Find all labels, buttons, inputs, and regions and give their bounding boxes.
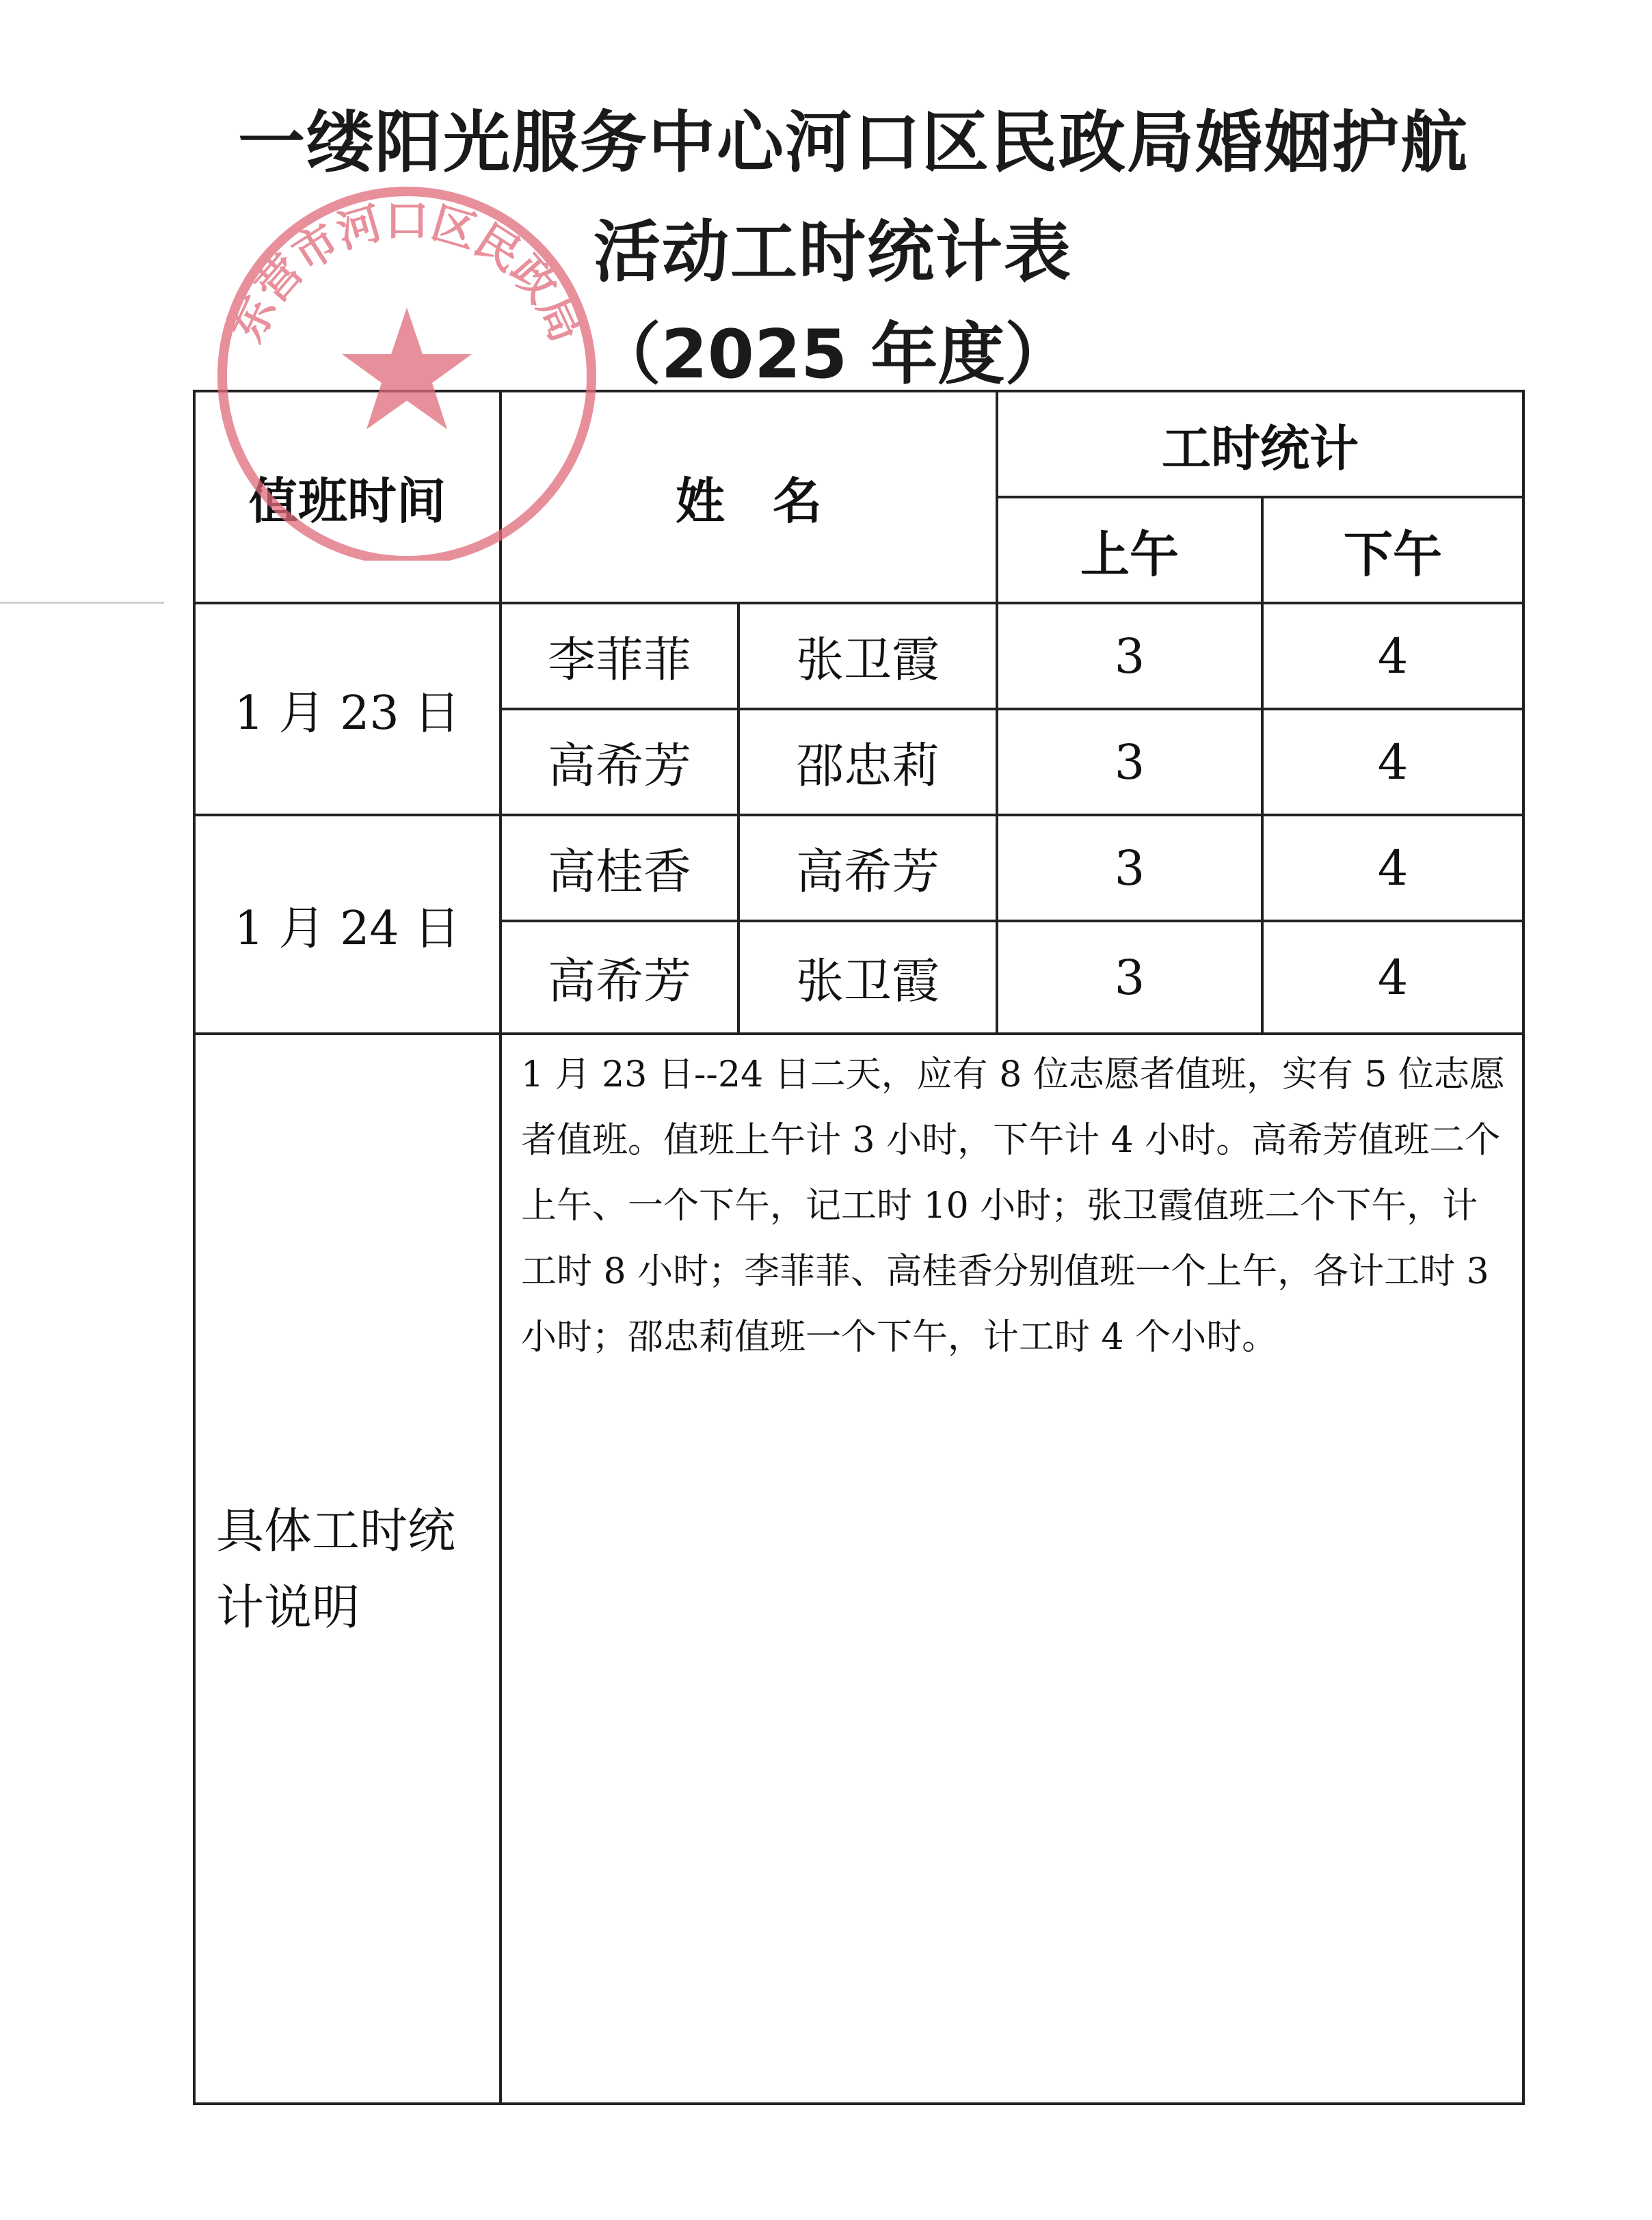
volunteer-name: 高希芳 [501, 709, 738, 815]
header-hours-stats: 工时统计 [997, 391, 1523, 497]
afternoon-hours: 4 [1262, 709, 1523, 815]
work-hours-table [193, 390, 1525, 2105]
seal-star-icon [342, 308, 472, 429]
official-seal-stamp [205, 164, 602, 561]
header-morning: 上午 [997, 497, 1262, 603]
document-title-year: （2025 年度） [594, 316, 1072, 394]
duty-date: 1 月 23 日 [194, 603, 501, 815]
header-name: 姓名 [501, 391, 997, 603]
volunteer-name: 高希芳 [501, 921, 738, 1034]
morning-hours: 3 [997, 815, 1262, 921]
volunteer-name: 高桂香 [501, 815, 738, 921]
afternoon-hours: 4 [1262, 815, 1523, 921]
table-row [194, 603, 1523, 709]
afternoon-hours: 4 [1262, 921, 1523, 1034]
notes-row [194, 1034, 1523, 2104]
duty-date: 1 月 24 日 [194, 815, 501, 1034]
volunteer-name: 高希芳 [738, 815, 997, 921]
morning-hours: 3 [997, 709, 1262, 815]
notes-text: 1 月 23 日--24 日二天，应有 8 位志愿者值班，实有 5 位志愿者值班。值班上午计 3 小时，下午计 4 小时。高希芳值班二个上午、一个下午，记工时 10 小时；张卫霞值班二个下午，计工时 8 小时；李菲菲、高桂香分别值班一个上午，各计工时 3 小时；邵忠莉值班一个下午，计工时 4 个小时。 [501, 1034, 1523, 2104]
document-title-line1: 一缕阳光服务中心河口区民政局婚姻护航 [237, 104, 1469, 182]
header-duty-time: 值班时间 [194, 391, 501, 603]
notes-label: 具体工时统 计说明 [194, 1034, 501, 2104]
morning-hours: 3 [997, 921, 1262, 1034]
afternoon-hours: 4 [1262, 603, 1523, 709]
header-afternoon: 下午 [1262, 497, 1523, 603]
volunteer-name: 邵忠莉 [738, 709, 997, 815]
seal-text: 东营市河口区民政局 [221, 196, 593, 350]
morning-hours: 3 [997, 603, 1262, 709]
volunteer-name: 张卫霞 [738, 921, 997, 1034]
table-row [194, 815, 1523, 921]
document-title-line2: 活动工时统计表 [593, 213, 1072, 291]
volunteer-name: 张卫霞 [738, 603, 997, 709]
scan-artifact-line [0, 602, 164, 604]
volunteer-name: 李菲菲 [501, 603, 738, 709]
